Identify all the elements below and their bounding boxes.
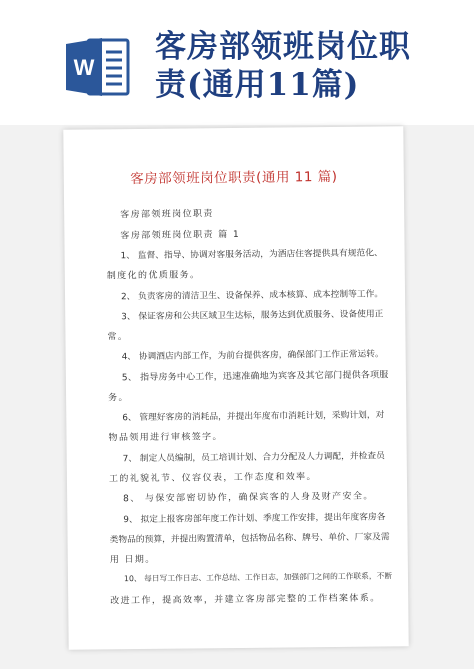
section-subheading: 客房部领班岗位职责 篇 1 <box>120 229 241 242</box>
paragraph-line: 3、 保证客房和公共区域卫生达标，服务达到优质服务、设备使用正 <box>121 309 384 323</box>
paragraph-line: 5、 指导房务中心工作，迅速准确地为宾客及其它部门提供各项服 <box>121 370 389 384</box>
document-title-line-1: 客房部领班岗位职 <box>155 29 411 65</box>
banner <box>0 0 474 125</box>
word-document-icon <box>62 32 132 102</box>
paragraph-line: 类物品的预算，并提出购置清单，包括物品名称、牌号、单价、厂家及需 <box>109 532 390 546</box>
paragraph-line: 8、 与保安部密切协作，确保宾客的人身及财产安全。 <box>123 491 374 505</box>
document-title <box>155 28 455 104</box>
word-icon-letter: W <box>73 55 95 80</box>
paragraph-line: 改进工作，提高效率，并建立客房部完整的工作档案体系。 <box>110 593 381 607</box>
paragraph-line: 6、 管理好客房的消耗品，并提出年度布巾消耗计划，采购计划，对 <box>122 410 385 424</box>
paragraph-line: 物品领用进行审核签字。 <box>108 432 223 444</box>
document-page <box>63 126 408 650</box>
section-heading: 客房部领班岗位职责 <box>120 209 214 221</box>
paragraph-line: 10、 每日写工作日志、工作总结、工作日志，加强部门之间的工作联系，不断 <box>123 571 393 584</box>
page-title: 客房部领班岗位职责(通用 11 篇) <box>130 168 338 188</box>
paragraph-line: 务。 <box>108 393 129 404</box>
paragraph-line: 用 日期。 <box>109 554 156 566</box>
paragraph-line: 7、 制定人员编制，员工培训计划、合力分配及人力调配，并检查员 <box>122 451 385 465</box>
paragraph-line: 工的礼貌礼节、仪容仪表，工作态度和效率。 <box>108 472 318 485</box>
paragraph-line: 4、 协调酒店内部工作，为前台提供客房，确保部门工作正常运转。 <box>121 349 384 363</box>
paragraph-line: 常。 <box>107 332 129 343</box>
paragraph-line: 9、 拟定上报客房部年度工作计划、季度工作安排，提出年度客房各 <box>123 512 386 526</box>
paragraph-line: 制度化的优质服务。 <box>106 270 201 282</box>
paragraph-line: 2、 负责客房的清洁卫生、设备保养、成本核算、成本控制等工作。 <box>120 289 384 303</box>
paragraph-line: 1、 监督、指导、协调对客服务活动，为酒店住客提供具有规范化、 <box>120 248 383 262</box>
document-title-line-2: 责(通用11篇) <box>155 67 360 103</box>
